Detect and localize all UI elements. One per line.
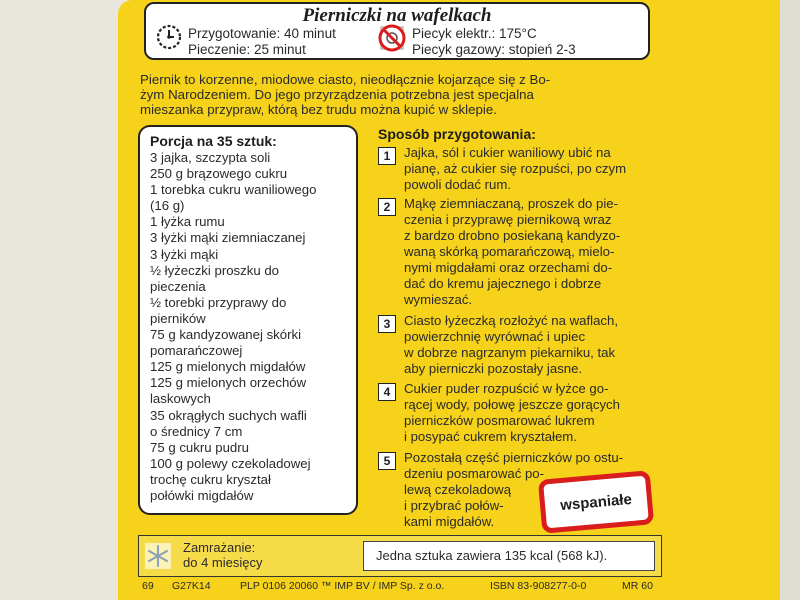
- ingredient-line: pomarańczowej: [150, 343, 243, 359]
- step-line: i posypać cukrem kryształem.: [404, 429, 577, 444]
- footer-mr: MR 60: [622, 580, 653, 592]
- ingredients-heading: Porcja na 35 sztuk:: [150, 133, 277, 149]
- no-fan-icon: [378, 24, 406, 52]
- ingredient-line: 35 okrągłych suchych wafli: [150, 407, 307, 423]
- step-line: powoli dodać rum.: [404, 177, 512, 192]
- step-line: kami migdałów.: [404, 514, 495, 529]
- ingredient-line: połówki migdałów: [150, 487, 254, 503]
- step-number: 2: [378, 198, 396, 216]
- freezing-info: [183, 540, 262, 570]
- intro-line: Piernik to korzenne, miodowe ciasto, nieodłącznie kojarzące się z Bo-: [140, 72, 551, 87]
- ingredient-line: 75 g cukru pudru: [150, 439, 249, 455]
- background-strip: [780, 0, 800, 600]
- step-line: Cukier puder rozpuścić w łyżce go-: [404, 381, 609, 396]
- step-text: [404, 145, 672, 193]
- step-line: pianę, aż cukier się rozpuści, po czym: [404, 161, 627, 176]
- step-line: lewą czekoladową: [404, 482, 512, 497]
- step-line: pierniczków posmarować lukrem: [404, 413, 595, 428]
- step-line: waną skórką pomarańczową, mielo-: [404, 244, 615, 259]
- step-text: [404, 313, 672, 377]
- title-box: [144, 2, 650, 60]
- ingredient-line: (16 g): [150, 198, 185, 214]
- ingredient-line: 1 torebka cukru waniliowego: [150, 182, 317, 198]
- ingredient-line: laskowych: [150, 391, 211, 407]
- gas-oven: Piecyk gazowy: stopień 2-3: [412, 42, 576, 57]
- intro-line: mieszanka przypraw, którą bez trudu można kupić w sklepie.: [140, 102, 497, 117]
- step-line: dać do kremu jajecznego i dobrze: [404, 276, 602, 291]
- wspaniale-badge: wspaniałe: [538, 470, 654, 534]
- step-line: i przybrać połów-: [404, 498, 504, 513]
- intro-text: [140, 72, 650, 117]
- ingredient-line: ½ torebki przyprawy do: [150, 294, 287, 310]
- intro-line: żym Narodzeniem. Do jego przyrządzenia potrzebna jest specjalna: [140, 87, 534, 102]
- ingredients-box: [138, 125, 358, 515]
- snowflake-icon: [145, 543, 171, 569]
- ingredient-line: pierników: [150, 310, 206, 326]
- ingredients-list: [150, 150, 348, 504]
- clock-icon: [156, 24, 182, 50]
- ingredient-line: trochę cukru kryształ: [150, 471, 271, 487]
- step-line: wymieszać.: [404, 292, 473, 307]
- step-line: dzeniu posmarować po-: [404, 466, 545, 481]
- ingredient-line: ½ łyżeczki proszku do: [150, 262, 279, 278]
- footer-isbn: ISBN 83-908277-0-0: [490, 580, 587, 592]
- step-line: Jajka, sól i cukier waniliowy ubić na: [404, 145, 611, 160]
- step-text: [404, 381, 672, 445]
- ingredient-line: 1 łyżka rumu: [150, 214, 225, 230]
- step-number: 1: [378, 147, 396, 165]
- footer-page: 69: [142, 580, 154, 592]
- step-line: aby pierniczki pozostały jasne.: [404, 361, 583, 376]
- step-line: z bardzo drobno posiekaną kandyzo-: [404, 228, 621, 243]
- ingredient-line: 125 g mielonych orzechów: [150, 375, 307, 391]
- ingredient-line: 100 g polewy czekoladowej: [150, 455, 311, 471]
- ingredient-line: pieczenia: [150, 278, 206, 294]
- step-line: powierzchnię wyrównać i upiec: [404, 329, 586, 344]
- kcal-info: Jedna sztuka zawiera 135 kcal (568 kJ).: [363, 541, 655, 571]
- ingredient-line: 250 g brązowego cukru: [150, 166, 288, 182]
- ingredient-line: o średnicy 7 cm: [150, 423, 243, 439]
- info-bar: [138, 535, 662, 577]
- step-line: czenia i przyprawę piernikową wraz: [404, 212, 612, 227]
- footer-code: G27K14: [172, 580, 211, 592]
- bake-time: Pieczenie: 25 minut: [188, 42, 306, 57]
- step-line: w dobrze nagrzanym piekarniku, tak: [404, 345, 616, 360]
- step-line: Ciasto łyżeczką rozłożyć na waflach,: [404, 313, 619, 328]
- step-number: 3: [378, 315, 396, 333]
- prep-time: Przygotowanie: 40 minut: [188, 26, 336, 41]
- ingredient-line: 3 łyżki mąki ziemniaczanej: [150, 230, 306, 246]
- electric-oven: Piecyk elektr.: 175°C: [412, 26, 537, 41]
- step-line: rącej wody, połowę jeszcze gorących: [404, 397, 620, 412]
- step-line: nymi migdałami oraz orzechami do-: [404, 260, 613, 275]
- footer-plp: PLP 0106 20060 ™ IMP BV / IMP Sp. z o.o.: [240, 580, 445, 592]
- ingredient-line: 3 łyżki mąki: [150, 246, 219, 262]
- step-line: Mąkę ziemniaczaną, proszek do pie-: [404, 196, 619, 211]
- freezing-label: Zamrażanie:: [183, 540, 256, 555]
- step-text: [404, 196, 672, 308]
- ingredient-line: 3 jajka, szczypta soli: [150, 150, 271, 165]
- step-number: 4: [378, 383, 396, 401]
- step-line: Pozostałą część pierniczków po ostu-: [404, 450, 624, 465]
- freezing-value: do 4 miesięcy: [183, 555, 263, 570]
- method-heading: Sposób przygotowania:: [378, 126, 536, 142]
- ingredient-line: 75 g kandyzowanej skórki: [150, 327, 302, 343]
- step-number: 5: [378, 452, 396, 470]
- recipe-title: Pierniczki na wafelkach: [302, 5, 492, 26]
- ingredient-line: 125 g mielonych migdałów: [150, 359, 306, 375]
